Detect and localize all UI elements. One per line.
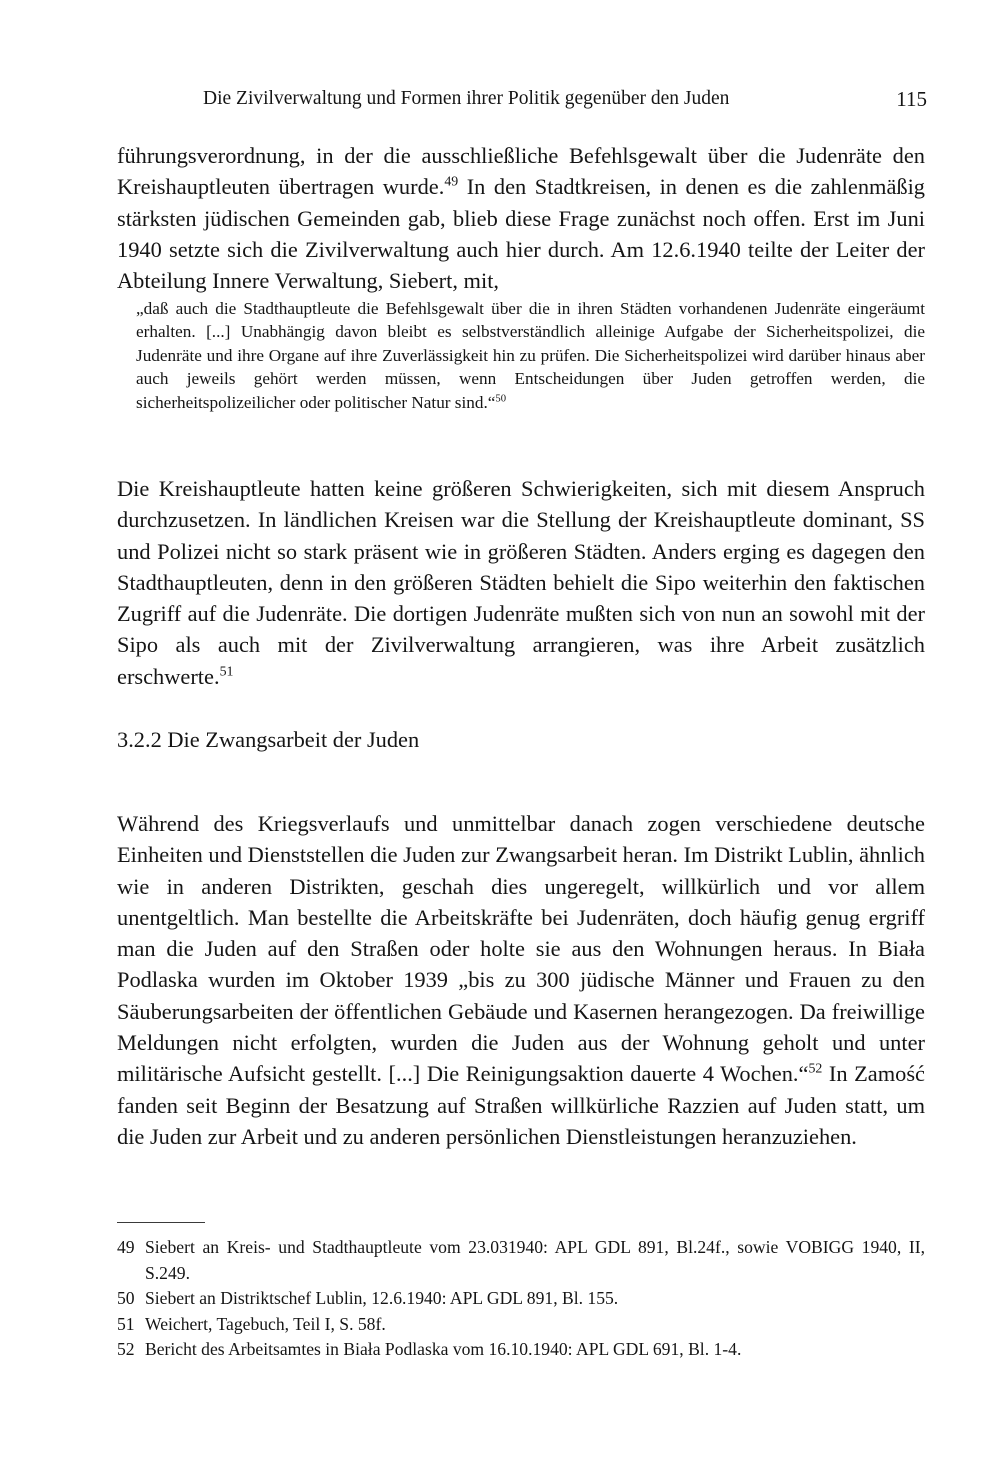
page-number: 115 (896, 87, 927, 111)
footnote-item (117, 1286, 925, 1312)
footnote-number: 52 (117, 1339, 135, 1360)
footnotes (117, 1235, 925, 1363)
footnote-ref-52[interactable]: 52 (808, 1061, 823, 1077)
footnote-number: 51 (117, 1313, 135, 1334)
footnote-text: Siebert an Kreis- und Stadthauptleute vom 23.031940: APL GDL 891, Bl.24f., sowie VOBIGG 1940, II, S.249. (145, 1237, 925, 1283)
paragraph-1 (117, 140, 925, 296)
footnote-text: Bericht des Arbeitsamtes in Biała Podlaska vom 16.10.1940: APL GDL 691, Bl. 1-4. (145, 1339, 742, 1360)
footnote-text: Weichert, Tagebuch, Teil I, S. 58f. (145, 1313, 386, 1334)
footnote-number: 50 (117, 1288, 135, 1309)
paragraph-2-text (117, 473, 925, 692)
section-heading: 3.2.2 Die Zwangsarbeit der Juden (117, 727, 420, 752)
footnote-ref-51[interactable]: 51 (219, 664, 234, 680)
paragraph-3-text (117, 808, 925, 1152)
paragraph-2 (117, 473, 925, 692)
block-quote (136, 297, 925, 414)
paragraph-2-text-body: Die Kreishauptleute hatten keine größeren Schwierigkeiten, sich mit diesem Anspruch durchzusetzen. In ländlichen Kreisen war die Stellung der Kreishauptleute dominant, SS und Polizei nicht so stark präsent wie in größeren Städten. Anders erging es dagegen den Stadthauptleuten, denn in den größeren Städten behielt die Sipo weiterhin den faktischen Zugriff auf die Judenräte. Die dortigen Judenräte mußten sich von nun an sowohl mit der Sipo als auch mit der Zivilverwaltung arrangieren, was ihre Arbeit zusätzlich erschwerte. (117, 476, 925, 689)
footnote-divider (117, 1222, 205, 1223)
footnote-ref-50[interactable]: 50 (495, 392, 507, 404)
paragraph-1-text (117, 140, 925, 296)
footnote-item (117, 1337, 925, 1363)
paragraph-3 (117, 808, 925, 1152)
footnote-text: Siebert an Distriktschef Lublin, 12.6.1940: APL GDL 891, Bl. 155. (145, 1288, 619, 1309)
footnote-item (117, 1312, 925, 1338)
footnote-ref-49[interactable]: 49 (444, 174, 459, 190)
footnote-item (117, 1235, 925, 1286)
paragraph-1-text-b: In den Stadtkreisen, in denen es die zahlenmäßig stärksten jüdischen Gemeinden gab, blieb diese Frage zunächst noch offen. Erst im Juni 1940 setzte sich die Zivilverwaltung auch hier durch. Am 12.6.1940 teilte der Leiter der Abteilung Innere Verwaltung, Siebert, mit, (117, 174, 925, 294)
paragraph-1-text-a: führungsverordnung, in der die ausschließliche Befehlsgewalt über die Judenräte den Kreishauptleuten übertragen wurde. (117, 143, 925, 200)
paragraph-3-text-a: Während des Kriegsverlaufs und unmittelbar danach zogen verschiedene deutsche Einheiten und Dienststellen die Juden zur Zwangsarbeit heran. Im Distrikt Lublin, ähnlich wie in anderen Distrikten, geschah dies ungeregelt, willkürlich und vor allem unentgeltlich. Man bestellte die Arbeitskräfte bei Judenräten, doch häufig genug ergriff man die Juden auf den Straßen oder holte sie aus den Wohnungen heraus. In Biała Podlaska wurden im Oktober 1939 „bis zu 300 jüdische Männer und Frauen zu den Säuberungsarbeiten der öffentlichen Gebäude und Kasernen herangezogen. Da freiwillige Meldungen nicht erfolgten, wurden die Juden aus der Wohnung geholt und unter militärische Aufsicht gestellt. [...] Die Reinigungsaktion dauerte 4 Wochen.“ (117, 811, 925, 1087)
paragraph-3-text-b: In Zamość fanden seit Beginn der Besatzung auf Straßen willkürliche Razzien auf Juden statt, um die Juden zur Arbeit und zu anderen persönlichen Dienstleistungen heranzuziehen. (117, 1061, 925, 1149)
running-header (203, 84, 927, 114)
running-title: Die Zivilverwaltung und Formen ihrer Politik gegenüber den Juden (203, 88, 730, 109)
footnote-number: 49 (117, 1237, 135, 1257)
block-quote-text: „daß auch die Stadthauptleute die Befehlsgewalt über die in ihren Städten vorhandenen Judenräte eingeräumt erhalten. [...] Unabhängig davon bleibt es selbstverständlich alleinige Aufgabe der Sicherheitspolizei, die Judenräte und ihre Organe auf ihre Zuverlässigkeit hin zu prüfen. Die Sicherheitspolizei wird darüber hinaus aber auch jeweils gehört werden müssen, wenn Entscheidungen über Juden getroffen werden, die sicherheitspolizeilicher oder politischer Natur sind.“ (136, 299, 925, 412)
